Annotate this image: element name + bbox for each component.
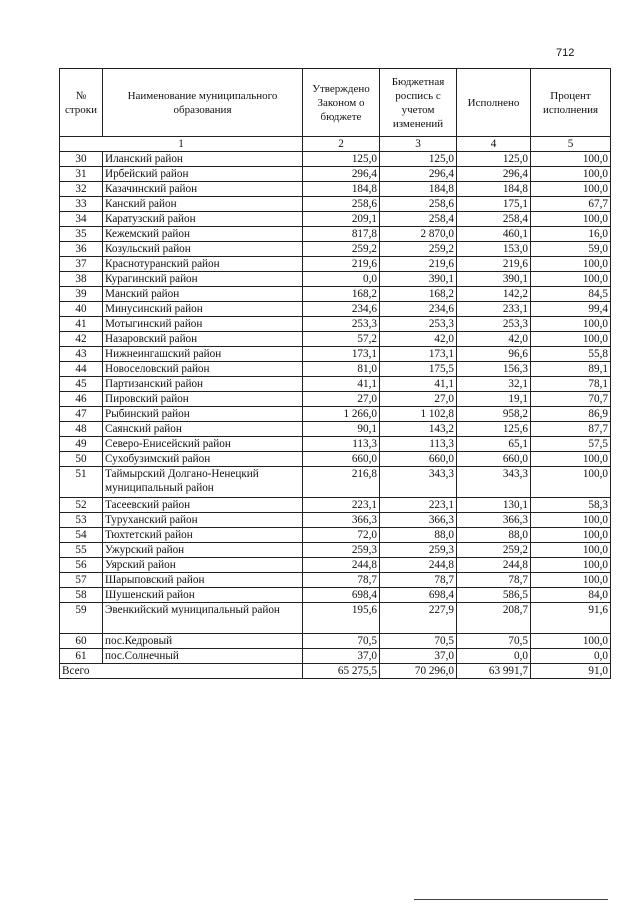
column-number: 5 xyxy=(531,137,611,152)
budget-amount: 42,0 xyxy=(380,332,457,347)
approved-amount: 244,8 xyxy=(303,558,380,573)
budget-amount: 173,1 xyxy=(380,347,457,362)
executed-amount: 208,7 xyxy=(457,603,531,634)
municipality-name: Новоселовский район xyxy=(103,362,303,377)
municipality-name: Шарыповский район xyxy=(103,573,303,588)
approved-amount: 209,1 xyxy=(303,212,380,227)
total-budget: 70 296,0 xyxy=(380,664,457,679)
execution-percent: 100,0 xyxy=(531,452,611,467)
row-number: 60 xyxy=(60,634,103,649)
header-percent: Процент исполнения xyxy=(531,69,611,137)
executed-amount: 88,0 xyxy=(457,528,531,543)
municipality-name: Партизанский район xyxy=(103,377,303,392)
approved-amount: 184,8 xyxy=(303,182,380,197)
execution-percent: 100,0 xyxy=(531,332,611,347)
municipality-name: Рыбинский район xyxy=(103,407,303,422)
table-row xyxy=(60,437,611,452)
execution-percent: 100,0 xyxy=(531,513,611,528)
table-row xyxy=(60,257,611,272)
municipality-name: Уярский район xyxy=(103,558,303,573)
table-row xyxy=(60,649,611,664)
budget-amount: 219,6 xyxy=(380,257,457,272)
row-number: 35 xyxy=(60,227,103,242)
executed-amount: 42,0 xyxy=(457,332,531,347)
approved-amount: 41,1 xyxy=(303,377,380,392)
municipality-name: Тасеевский район xyxy=(103,498,303,513)
execution-percent: 59,0 xyxy=(531,242,611,257)
budget-amount: 343,3 xyxy=(380,467,457,498)
approved-amount: 0,0 xyxy=(303,272,380,287)
table-row xyxy=(60,588,611,603)
budget-amount: 175,5 xyxy=(380,362,457,377)
budget-amount: 390,1 xyxy=(380,272,457,287)
budget-amount: 259,2 xyxy=(380,242,457,257)
execution-percent: 84,5 xyxy=(531,287,611,302)
table-row xyxy=(60,498,611,513)
table-row xyxy=(60,227,611,242)
budget-amount: 253,3 xyxy=(380,317,457,332)
execution-percent: 99,4 xyxy=(531,302,611,317)
approved-amount: 27,0 xyxy=(303,392,380,407)
row-number: 41 xyxy=(60,317,103,332)
budget-amount: 1 102,8 xyxy=(380,407,457,422)
executed-amount: 130,1 xyxy=(457,498,531,513)
executed-amount: 175,1 xyxy=(457,197,531,212)
execution-percent: 55,8 xyxy=(531,347,611,362)
total-percent: 91,0 xyxy=(531,664,611,679)
executed-amount: 156,3 xyxy=(457,362,531,377)
table-row xyxy=(60,272,611,287)
municipality-name: Северо-Енисейский район xyxy=(103,437,303,452)
row-number: 30 xyxy=(60,152,103,167)
execution-percent: 91,6 xyxy=(531,603,611,634)
budget-amount: 41,1 xyxy=(380,377,457,392)
budget-amount: 2 870,0 xyxy=(380,227,457,242)
executed-amount: 660,0 xyxy=(457,452,531,467)
executed-amount: 958,2 xyxy=(457,407,531,422)
total-executed: 63 991,7 xyxy=(457,664,531,679)
table-row xyxy=(60,407,611,422)
approved-amount: 253,3 xyxy=(303,317,380,332)
approved-amount: 660,0 xyxy=(303,452,380,467)
row-number: 55 xyxy=(60,543,103,558)
execution-percent: 57,5 xyxy=(531,437,611,452)
budget-amount: 125,0 xyxy=(380,152,457,167)
approved-amount: 81,0 xyxy=(303,362,380,377)
municipality-name: Курагинский район xyxy=(103,272,303,287)
table-row xyxy=(60,377,611,392)
page-number: 712 xyxy=(556,47,575,59)
execution-percent: 16,0 xyxy=(531,227,611,242)
column-number-row xyxy=(60,137,611,152)
budget-amount: 143,2 xyxy=(380,422,457,437)
row-number: 31 xyxy=(60,167,103,182)
executed-amount: 296,4 xyxy=(457,167,531,182)
municipality-name: Пировский район xyxy=(103,392,303,407)
executed-amount: 259,2 xyxy=(457,543,531,558)
execution-percent: 100,0 xyxy=(531,543,611,558)
row-number: 47 xyxy=(60,407,103,422)
table-row xyxy=(60,558,611,573)
row-number: 59 xyxy=(60,603,103,634)
municipality-name: Саянский район xyxy=(103,422,303,437)
row-number: 56 xyxy=(60,558,103,573)
table-row xyxy=(60,332,611,347)
column-number: 1 xyxy=(60,137,303,152)
executed-amount: 184,8 xyxy=(457,182,531,197)
row-number: 58 xyxy=(60,588,103,603)
table-row xyxy=(60,603,611,634)
table-row xyxy=(60,167,611,182)
row-number: 57 xyxy=(60,573,103,588)
row-number: 43 xyxy=(60,347,103,362)
municipality-name: Ужурский район xyxy=(103,543,303,558)
row-number: 40 xyxy=(60,302,103,317)
table-row xyxy=(60,573,611,588)
execution-percent: 100,0 xyxy=(531,182,611,197)
row-number: 46 xyxy=(60,392,103,407)
total-row xyxy=(60,664,611,679)
executed-amount: 233,1 xyxy=(457,302,531,317)
execution-percent: 100,0 xyxy=(531,634,611,649)
municipality-name: Эвенкийский муниципальный район xyxy=(103,603,303,634)
executed-amount: 142,2 xyxy=(457,287,531,302)
table-row xyxy=(60,302,611,317)
table-row xyxy=(60,422,611,437)
budget-amount: 227,9 xyxy=(380,603,457,634)
column-number: 4 xyxy=(457,137,531,152)
header-row xyxy=(60,69,611,137)
table-row xyxy=(60,152,611,167)
budget-amount: 258,4 xyxy=(380,212,457,227)
table-row xyxy=(60,634,611,649)
execution-percent: 58,3 xyxy=(531,498,611,513)
header-name: Наименование муниципального образования xyxy=(103,69,303,137)
execution-percent: 100,0 xyxy=(531,212,611,227)
budget-amount: 258,6 xyxy=(380,197,457,212)
executed-amount: 78,7 xyxy=(457,573,531,588)
row-number: 53 xyxy=(60,513,103,528)
executed-amount: 153,0 xyxy=(457,242,531,257)
approved-amount: 698,4 xyxy=(303,588,380,603)
executed-amount: 460,1 xyxy=(457,227,531,242)
execution-percent: 86,9 xyxy=(531,407,611,422)
table-row xyxy=(60,452,611,467)
municipality-name: пос.Солнечный xyxy=(103,649,303,664)
table-row xyxy=(60,467,611,498)
approved-amount: 173,1 xyxy=(303,347,380,362)
executed-amount: 70,5 xyxy=(457,634,531,649)
approved-amount: 296,4 xyxy=(303,167,380,182)
municipality-name: Нижнеингашский район xyxy=(103,347,303,362)
budget-amount: 234,6 xyxy=(380,302,457,317)
approved-amount: 195,6 xyxy=(303,603,380,634)
approved-amount: 125,0 xyxy=(303,152,380,167)
execution-percent: 100,0 xyxy=(531,317,611,332)
approved-amount: 70,5 xyxy=(303,634,380,649)
municipality-name: Ирбейский район xyxy=(103,167,303,182)
executed-amount: 366,3 xyxy=(457,513,531,528)
budget-amount: 88,0 xyxy=(380,528,457,543)
total-label: Всего xyxy=(60,664,303,679)
row-number: 42 xyxy=(60,332,103,347)
budget-amount: 37,0 xyxy=(380,649,457,664)
column-number: 2 xyxy=(303,137,380,152)
municipality-name: Иланский район xyxy=(103,152,303,167)
municipality-name: Назаровский район xyxy=(103,332,303,347)
execution-percent: 100,0 xyxy=(531,167,611,182)
execution-percent: 89,1 xyxy=(531,362,611,377)
budget-execution-table xyxy=(59,68,611,679)
budget-amount: 223,1 xyxy=(380,498,457,513)
executed-amount: 390,1 xyxy=(457,272,531,287)
executed-amount: 343,3 xyxy=(457,467,531,498)
executed-amount: 586,5 xyxy=(457,588,531,603)
execution-percent: 100,0 xyxy=(531,257,611,272)
table-row xyxy=(60,182,611,197)
budget-amount: 366,3 xyxy=(380,513,457,528)
row-number: 33 xyxy=(60,197,103,212)
row-number: 32 xyxy=(60,182,103,197)
approved-amount: 1 266,0 xyxy=(303,407,380,422)
row-number: 50 xyxy=(60,452,103,467)
header-budget: Бюджетная роспись с учетом изменений xyxy=(380,69,457,137)
execution-percent: 100,0 xyxy=(531,152,611,167)
execution-percent: 100,0 xyxy=(531,467,611,498)
budget-amount: 70,5 xyxy=(380,634,457,649)
approved-amount: 90,1 xyxy=(303,422,380,437)
row-number: 37 xyxy=(60,257,103,272)
header-row-no: № строки xyxy=(60,69,103,137)
execution-percent: 100,0 xyxy=(531,272,611,287)
table-row xyxy=(60,392,611,407)
execution-percent: 70,7 xyxy=(531,392,611,407)
budget-amount: 660,0 xyxy=(380,452,457,467)
budget-amount: 27,0 xyxy=(380,392,457,407)
municipality-name: Краснотуранский район xyxy=(103,257,303,272)
approved-amount: 259,2 xyxy=(303,242,380,257)
budget-amount: 78,7 xyxy=(380,573,457,588)
row-number: 38 xyxy=(60,272,103,287)
executed-amount: 253,3 xyxy=(457,317,531,332)
header-executed: Исполнено xyxy=(457,69,531,137)
row-number: 52 xyxy=(60,498,103,513)
execution-percent: 67,7 xyxy=(531,197,611,212)
header-approved: Утверждено Законом о бюджете xyxy=(303,69,380,137)
municipality-name: Туруханский район xyxy=(103,513,303,528)
municipality-name: Канский район xyxy=(103,197,303,212)
execution-percent: 87,7 xyxy=(531,422,611,437)
municipality-name: пос.Кедровый xyxy=(103,634,303,649)
row-number: 54 xyxy=(60,528,103,543)
municipality-name: Таймырский Долгано-Ненецкий муниципальный район xyxy=(103,467,303,498)
municipality-name: Кежемский район xyxy=(103,227,303,242)
municipality-name: Козульский район xyxy=(103,242,303,257)
table-row xyxy=(60,362,611,377)
municipality-name: Шушенский район xyxy=(103,588,303,603)
budget-amount: 184,8 xyxy=(380,182,457,197)
approved-amount: 57,2 xyxy=(303,332,380,347)
approved-amount: 72,0 xyxy=(303,528,380,543)
table-row xyxy=(60,543,611,558)
budget-amount: 259,3 xyxy=(380,543,457,558)
executed-amount: 19,1 xyxy=(457,392,531,407)
table-row xyxy=(60,528,611,543)
executed-amount: 65,1 xyxy=(457,437,531,452)
municipality-name: Каратузский район xyxy=(103,212,303,227)
approved-amount: 78,7 xyxy=(303,573,380,588)
approved-amount: 259,3 xyxy=(303,543,380,558)
approved-amount: 258,6 xyxy=(303,197,380,212)
executed-amount: 125,6 xyxy=(457,422,531,437)
execution-percent: 0,0 xyxy=(531,649,611,664)
row-number: 45 xyxy=(60,377,103,392)
total-approved: 65 275,5 xyxy=(303,664,380,679)
table-row xyxy=(60,212,611,227)
approved-amount: 216,8 xyxy=(303,467,380,498)
execution-percent: 84,0 xyxy=(531,588,611,603)
row-number: 49 xyxy=(60,437,103,452)
table-row xyxy=(60,317,611,332)
budget-amount: 244,8 xyxy=(380,558,457,573)
executed-amount: 0,0 xyxy=(457,649,531,664)
approved-amount: 817,8 xyxy=(303,227,380,242)
execution-percent: 100,0 xyxy=(531,528,611,543)
table-row xyxy=(60,197,611,212)
execution-percent: 78,1 xyxy=(531,377,611,392)
approved-amount: 223,1 xyxy=(303,498,380,513)
row-number: 44 xyxy=(60,362,103,377)
approved-amount: 168,2 xyxy=(303,287,380,302)
budget-amount: 113,3 xyxy=(380,437,457,452)
table-row xyxy=(60,347,611,362)
approved-amount: 366,3 xyxy=(303,513,380,528)
table-row xyxy=(60,287,611,302)
budget-amount: 296,4 xyxy=(380,167,457,182)
municipality-name: Казачинский район xyxy=(103,182,303,197)
approved-amount: 113,3 xyxy=(303,437,380,452)
executed-amount: 219,6 xyxy=(457,257,531,272)
executed-amount: 125,0 xyxy=(457,152,531,167)
budget-amount: 168,2 xyxy=(380,287,457,302)
execution-percent: 100,0 xyxy=(531,558,611,573)
municipality-name: Манский район xyxy=(103,287,303,302)
municipality-name: Мотыгинский район xyxy=(103,317,303,332)
execution-percent: 100,0 xyxy=(531,573,611,588)
column-number: 3 xyxy=(380,137,457,152)
municipality-name: Тюхтетский район xyxy=(103,528,303,543)
row-number: 48 xyxy=(60,422,103,437)
approved-amount: 219,6 xyxy=(303,257,380,272)
municipality-name: Минусинский район xyxy=(103,302,303,317)
footer-divider xyxy=(414,899,608,900)
approved-amount: 37,0 xyxy=(303,649,380,664)
row-number: 61 xyxy=(60,649,103,664)
table-row xyxy=(60,513,611,528)
row-number: 51 xyxy=(60,467,103,498)
row-number: 34 xyxy=(60,212,103,227)
approved-amount: 234,6 xyxy=(303,302,380,317)
executed-amount: 32,1 xyxy=(457,377,531,392)
row-number: 36 xyxy=(60,242,103,257)
row-number: 39 xyxy=(60,287,103,302)
executed-amount: 244,8 xyxy=(457,558,531,573)
executed-amount: 96,6 xyxy=(457,347,531,362)
budget-amount: 698,4 xyxy=(380,588,457,603)
table-row xyxy=(60,242,611,257)
municipality-name: Сухобузимский район xyxy=(103,452,303,467)
executed-amount: 258,4 xyxy=(457,212,531,227)
